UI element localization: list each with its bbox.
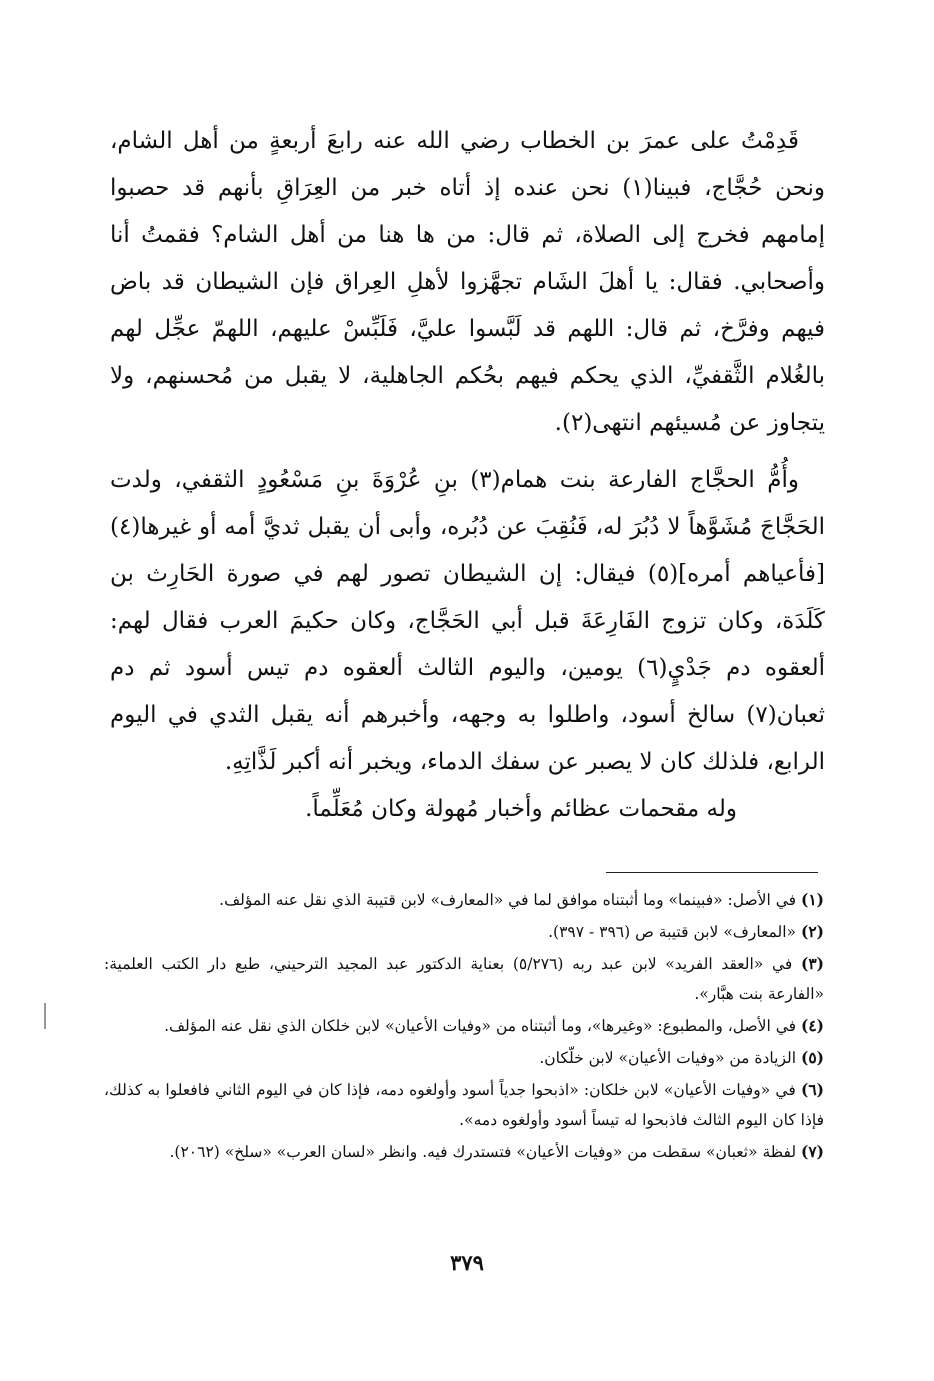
footnote-divider (606, 872, 818, 873)
footnote-1: (١) في الأصل: «فبينما» وما أثبتناه موافق لما في «المعارف» لابن قتيبة الذي نقل عنه المؤلف. (219, 890, 824, 909)
paragraph-2: وأُمُّ الحجَّاج الفارعة بنت همام(٣) بنِ عُرْوَةَ بنِ مَسْعُودٍ الثقفي، ولدت الحَجَّاجَ مُشَوَّهاً لا دُبُرَ له، فَنُقِبَ عن دُبُره، وأبى أن يقبل ثديَّ أمه أو غيرها(٤) [فأعياهم أمره](٥) فيقال: إن الشيطان تصور لهم في صورة الحَارِث بن كَلَدَة، وكان تزوج الفَارِعَةَ قبل أبي الحَجَّاج، وكان حكيمَ العرب فقال لهم: ألعقوه دم جَدْيٍ(٦) يومين، واليوم الثالث ألعقوه دم تيس أسود ثم دم ثعبان(٧) سالخ أسود، واطلوا به وجهه، وأخبرهم أنه يقبل الثدي في اليوم الرابع، فلذلك كان لا يصبر عن سفك الدماء، ويخبر أنه أكبر لَذَّاتِهِ. (110, 467, 826, 775)
paragraph-1: قَدِمْتُ على عمرَ بن الخطاب رضي الله عنه رابعَ أربعةٍ من أهل الشام، ونحن حُجَّاج، فبينا(١) نحن عنده إذ أتاه خبر من العِرَاقِ بأنهم قد حصبوا إمامهم فخرج إلى الصلاة، ثم قال: من ها هنا من أهل الشام؟ فقمتُ أنا وأصحابي. فقال: يا أهلَ الشَام تجهَّزوا لأهلِ العِراق فإن الشيطان قد باض فيهم وفرَّخ، ثم قال: اللهم قد لَبَّسوا عليَّ، فَلَبِّسْ عليهم، اللهمّ عجِّل لهم بالغُلام الثَّقفيِّ، الذي يحكم فيهم بحُكم الجاهلية، لا يقبل من مُحسنهم، ولا يتجاوز عن مُسيئهم انتهى(٢). (110, 128, 825, 436)
footnote-5: (٥) الزيادة من «وفيات الأعيان» لابن خلّكان. (539, 1048, 824, 1067)
margin-mark (44, 1003, 46, 1029)
page-number: ٣٧٩ (450, 1250, 484, 1275)
footnote-3: (٣) في «العقد الفريد» لابن عبد ربه (٥/٢٧٦) بعناية الدكتور عبد المجيد الترحيني، طبع دار الكتب العلمية: «الفارعة بنت هبَّار». (104, 954, 824, 1003)
footnotes (104, 885, 824, 1169)
footnote-7: (٧) لفظة «ثعبان» سقطت من «وفيات الأعيان» فتستدرك فيه. وانظر «لسان العرب» «سلخ» (٢٠٦٢). (169, 1142, 824, 1161)
footnote-6: (٦) في «وفيات الأعيان» لابن خلكان: «اذبحوا جدياً أسود وأولغوه دمه، فإذا كان في اليوم الثاني فافعلوا به كذلك، فإذا كان اليوم الثالث فاذبحوا له تيساً أسود وأولغوه دمه». (104, 1080, 824, 1129)
main-text (110, 118, 825, 833)
footnote-4: (٤) في الأصل، والمطبوع: «وغيرها»، وما أثبتناه من «وفيات الأعيان» لابن خلكان الذي نقل عنه المؤلف. (164, 1016, 824, 1035)
footnote-2: (٢) «المعارف» لابن قتيبة ص (٣٩٦ - ٣٩٧). (548, 922, 824, 941)
paragraph-3: وله مقحمات عظائم وأخبار مُهولة وكان مُعَلِّماً. (305, 796, 737, 822)
